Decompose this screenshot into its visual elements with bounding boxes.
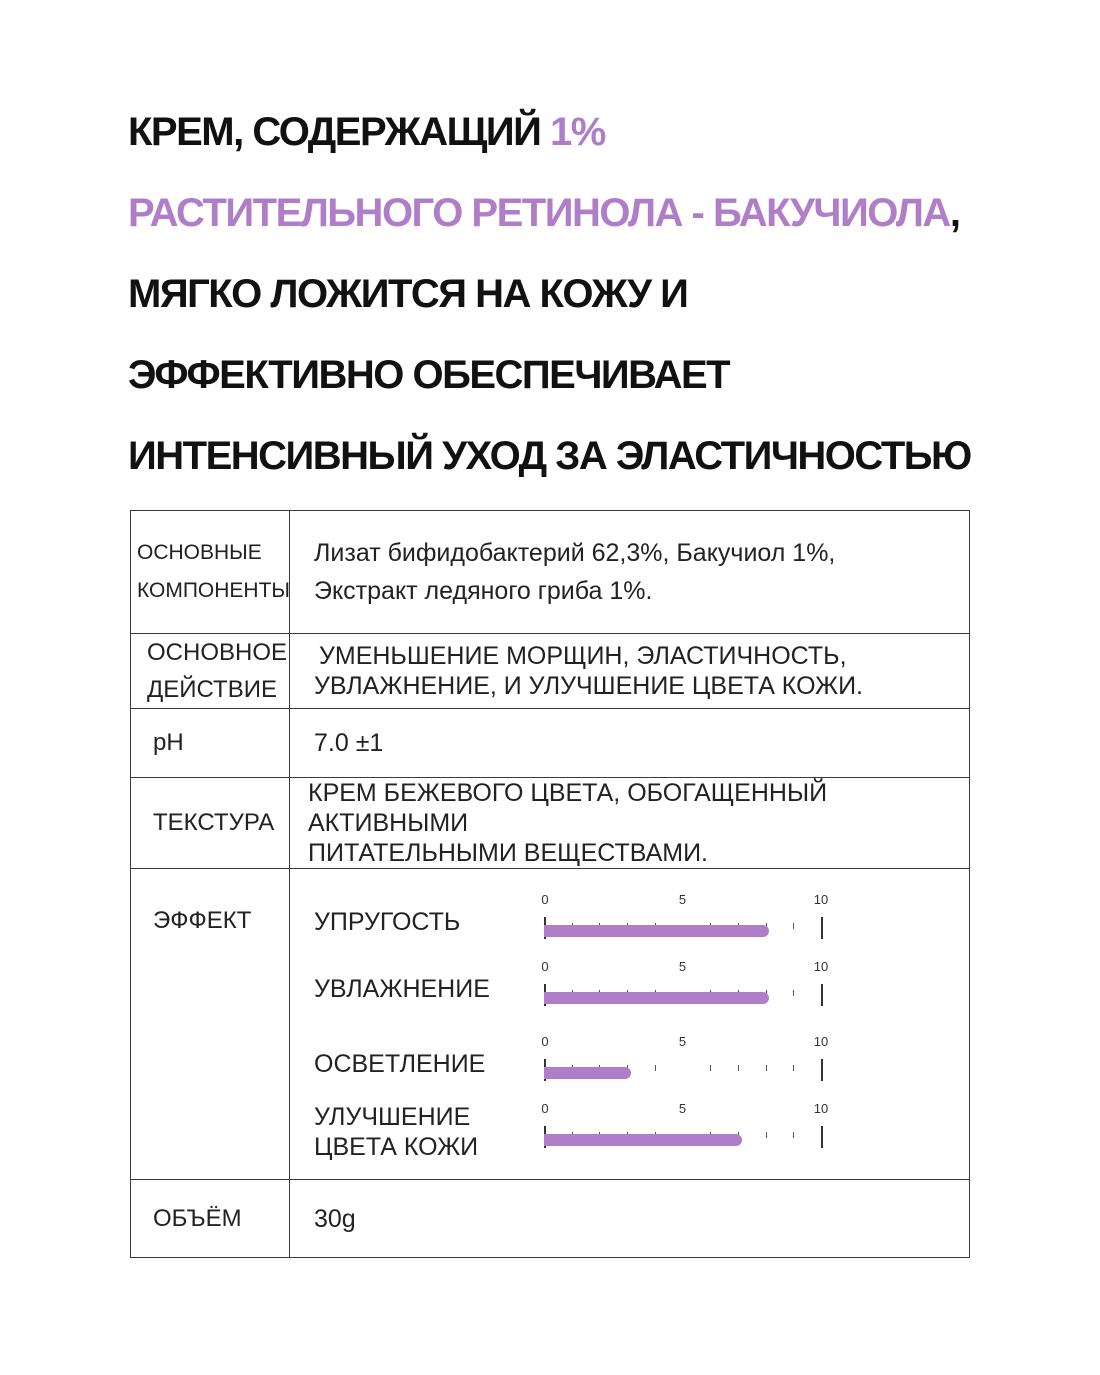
spec-value-cell	[290, 1180, 970, 1258]
effect-bar	[544, 925, 769, 937]
headline-accent: РАСТИТЕЛЬНОГО РЕТИНОЛА - БАКУЧИОЛА	[128, 191, 950, 235]
spec-value	[290, 534, 969, 610]
spec-label: ОБЪЁМ	[153, 1204, 242, 1232]
scale-tick	[766, 1065, 767, 1071]
scale-tick-label: 0	[541, 959, 549, 974]
spec-value-line: КРЕМ БЕЖЕВОГО ЦВЕТА, ОБОГАЩЕННЫЙ АКТИВНЫМИ	[308, 779, 828, 837]
effect-bar	[544, 992, 769, 1004]
scale-tick	[793, 990, 794, 996]
spec-table	[130, 510, 970, 1258]
headline-line-2	[128, 173, 1028, 254]
effect-row	[290, 1102, 968, 1172]
spec-value-line: Экстракт ледяного гриба 1%.	[314, 577, 653, 605]
spec-value	[290, 641, 969, 701]
spec-label-cell	[131, 709, 290, 778]
effect-scale	[541, 959, 829, 1020]
spec-label: ЭФФЕКТ	[153, 907, 252, 934]
spec-row-ph	[131, 709, 970, 778]
headline-text: КРЕМ, СОДЕРЖАЩИЙ	[128, 110, 551, 154]
headline-line-3: МЯГКО ЛОЖИТСЯ НА КОЖУ И	[128, 272, 688, 316]
effect-name-line: ЦВЕТА КОЖИ	[314, 1133, 479, 1161]
scale-axis-end	[821, 1126, 823, 1148]
effect-name-line: ОСВЕТЛЕНИЕ	[314, 1050, 486, 1078]
effect-scale	[541, 892, 829, 953]
spec-value-line: ПИТАТЕЛЬНЫМИ ВЕЩЕСТВАМИ.	[308, 839, 708, 867]
spec-label	[131, 534, 289, 610]
spec-row-effect	[131, 869, 970, 1180]
scale-tick-label: 10	[813, 892, 829, 907]
scale-tick	[710, 1065, 711, 1071]
effect-row	[290, 893, 968, 963]
spec-label-line: ОСНОВНОЕ	[147, 639, 288, 666]
effect-scale	[541, 1034, 829, 1095]
headline-accent: 1%	[550, 110, 605, 154]
spec-label-line: ОСНОВНЫЕ	[137, 541, 262, 564]
effect-bar	[544, 1067, 631, 1079]
headline-line-5: ИНТЕНСИВНЫЙ УХОД ЗА ЭЛАСТИЧНОСТЬЮ	[128, 434, 971, 478]
scale-tick-label: 5	[678, 1101, 687, 1116]
scale-tick	[793, 923, 794, 929]
spec-label	[131, 634, 289, 708]
scale-tick-label: 0	[541, 1034, 549, 1049]
scale-tick-label: 10	[813, 1101, 829, 1116]
spec-value-cell	[290, 634, 970, 709]
scale-tick	[655, 1065, 656, 1071]
effect-bar	[544, 1134, 742, 1146]
spec-value-cell	[290, 778, 970, 869]
spec-value-cell	[290, 869, 970, 1180]
scale-tick	[793, 1065, 794, 1071]
scale-tick-label: 0	[541, 1101, 549, 1116]
scale-tick	[738, 1065, 739, 1071]
spec-row-action	[131, 634, 970, 709]
spec-value-line: УМЕНЬШЕНИЕ МОРЩИН, ЭЛАСТИЧНОСТЬ,	[319, 642, 847, 670]
spec-value	[290, 778, 969, 868]
effect-scales	[290, 869, 969, 1179]
scale-tick-label: 5	[678, 892, 687, 907]
spec-label-line: КОМПОНЕНТЫ	[137, 579, 291, 602]
scale-tick-label: 10	[813, 1034, 829, 1049]
effect-name	[314, 974, 514, 1004]
spec-label: ТЕКСТУРА	[153, 809, 275, 836]
spec-label: pH	[153, 729, 184, 756]
effect-name-line: УЛУЧШЕНИЕ	[314, 1103, 471, 1131]
scale-tick-label: 0	[541, 892, 549, 907]
effect-name-line: УВЛАЖНЕНИЕ	[314, 975, 490, 1003]
spec-value-cell	[290, 511, 970, 634]
spec-value-cell	[290, 709, 970, 778]
headline-line-1	[128, 92, 1028, 173]
scale-axis-end	[821, 917, 823, 939]
spec-label-cell	[131, 869, 290, 1180]
effect-scale	[541, 1101, 829, 1162]
effect-name	[314, 1049, 514, 1079]
effect-row	[290, 960, 968, 1030]
spec-label-cell	[131, 778, 290, 869]
scale-tick-label: 5	[678, 959, 687, 974]
spec-label-cell	[131, 634, 290, 709]
spec-value-line: Лизат бифидобактерий 62,3%, Бакучиол 1%,	[314, 539, 836, 567]
spec-row-volume	[131, 1180, 970, 1258]
spec-label-cell	[131, 511, 290, 634]
spec-label-cell	[131, 1180, 290, 1258]
scale-axis-end	[821, 984, 823, 1006]
headline-line-4: ЭФФЕКТИВНО ОБЕСПЕЧИВАЕТ	[128, 353, 730, 397]
headline	[128, 92, 1028, 497]
scale-tick-label: 5	[678, 1034, 687, 1049]
headline-text: ,	[949, 191, 960, 235]
spec-row-components	[131, 511, 970, 634]
scale-tick	[766, 1132, 767, 1138]
effect-name	[314, 907, 514, 937]
effect-name-line: УПРУГОСТЬ	[314, 908, 461, 936]
scale-tick	[793, 1132, 794, 1138]
spec-label-line: ДЕЙСТВИЕ	[147, 676, 277, 703]
scale-tick-label: 10	[813, 959, 829, 974]
spec-value-line: УВЛАЖНЕНИЕ, И УЛУЧШЕНИЕ ЦВЕТА КОЖИ.	[314, 672, 863, 700]
spec-value: 7.0 ±1	[314, 729, 384, 757]
effect-name	[314, 1102, 514, 1162]
spec-value: 30g	[314, 1204, 356, 1233]
effect-row	[290, 1035, 968, 1105]
spec-row-texture	[131, 778, 970, 869]
scale-axis-end	[821, 1059, 823, 1081]
